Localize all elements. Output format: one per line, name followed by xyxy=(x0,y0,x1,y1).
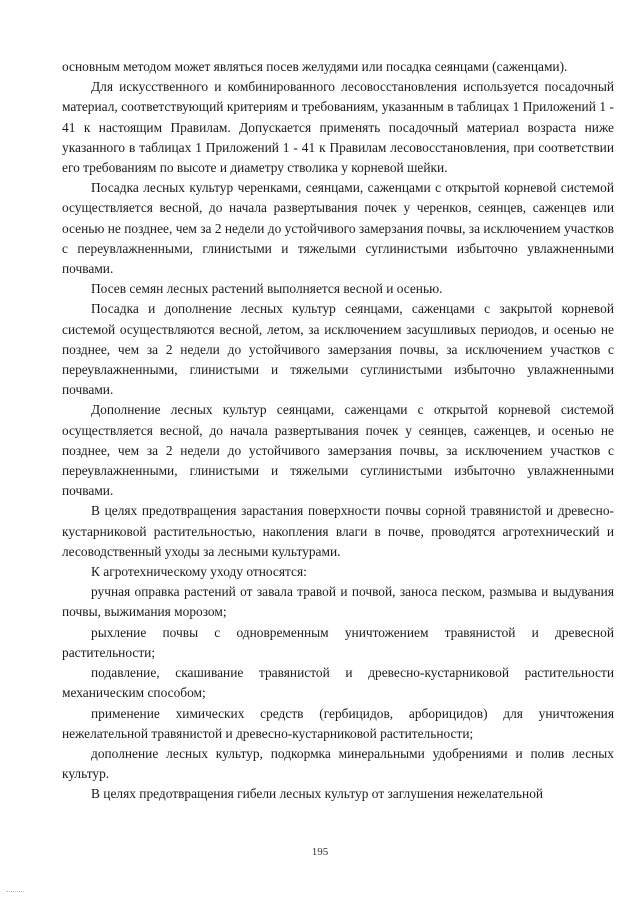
list-item-soil-loosening: рыхление почвы с одновременным уничтожением травянистой и древесной растительности; xyxy=(62,624,614,660)
paragraph-open-root-supplement: Дополнение лесных культур сеянцами, саженцами с открытой корневой системой осуществляется весной, до начала развертывания почек у сеянцев, саженцев, и осенью не позднее, чем за 2 недели до устойчивого замерзания почвы, за исключением участков с переувлажненными, глинистыми и тяжелыми суглинистыми избыточно увлажненными почвами. xyxy=(62,402,614,499)
paragraph-seed-sowing: Посев семян лесных растений выполняется весной и осенью. xyxy=(91,281,443,297)
list-item-manual-straightening: ручная оправка растений от завала травой и почвой, заноса песком, размыва и выдувания почвы, выжимания морозом; xyxy=(62,584,614,620)
paragraph-care-purpose: В целях предотвращения зарастания поверхности почвы сорной травянистой и древесно-кустарниковой растительностью, накопления влаги в почве, проводятся агротехнический и лесоводственный уходы за лесными культурами. xyxy=(62,503,614,559)
paragraph-open-root-planting: Посадка лесных культур черенками, сеянцами, саженцами с открытой корневой системой осуществляется весной, до начала развертывания почек у черенков, сеянцев, саженцев или осенью не позднее, чем за 2 недели до устойчивого замерзания почвы, за исключением участков с переувлажненными, глинистыми и тяжелыми суглинистыми избыточно увлажненными почвами. xyxy=(62,180,614,277)
paragraph-planting-material: Для искусственного и комбинированного лесовосстановления используется посадочный материал, соответствующий критериям и требованиям, указанным в таблицах 1 Приложений 1 - 41 к настоящим Правилам. Допускается применять посадочный материал возраста ниже указанного в таблицах 1 Приложений 1 - 41 к Правилам лесовосстановления, при соответствии его требованиям по высоте и диаметру стволика у корневой шейки. xyxy=(62,79,614,176)
paragraph-agrotechnical-intro: К агротехническому уходу относятся: xyxy=(91,564,307,580)
scan-artifact-mark xyxy=(6,891,24,893)
paragraph-continuation: основным методом может являться посев желудями или посадка сеянцами (саженцами). xyxy=(62,59,568,74)
list-item-supplement-fertilizing: дополнение лесных культур, подкормка минеральными удобрениями и полив лесных культур. xyxy=(62,745,614,782)
page-number: 195 xyxy=(311,846,329,858)
paragraph-closed-root-planting: Посадка и дополнение лесных культур сеянцами, саженцами с закрытой корневой системой осуществляются весной, летом, за исключением засушливых периодов, и осенью не позднее, чем за 2 недели до устойчивого замерзания почвы, за исключением участков с переувлажненными, глинистыми и тяжелыми суглинистыми избыточно увлажненными почвами. xyxy=(62,301,614,398)
list-item-mechanical-mowing: подавление, скашивание травянистой и древесно-кустарниковой растительности механическим способом; xyxy=(62,665,614,701)
list-item-chemical-treatment: применение химических средств (гербицидов, арборицидов) для уничтожения нежелательной травянистой и древесно-кустарниковой растительности; xyxy=(62,705,614,741)
document-body xyxy=(62,57,614,805)
paragraph-prevent-suppression: В целях предотвращения гибели лесных культур от заглушения нежелательной xyxy=(91,786,544,802)
